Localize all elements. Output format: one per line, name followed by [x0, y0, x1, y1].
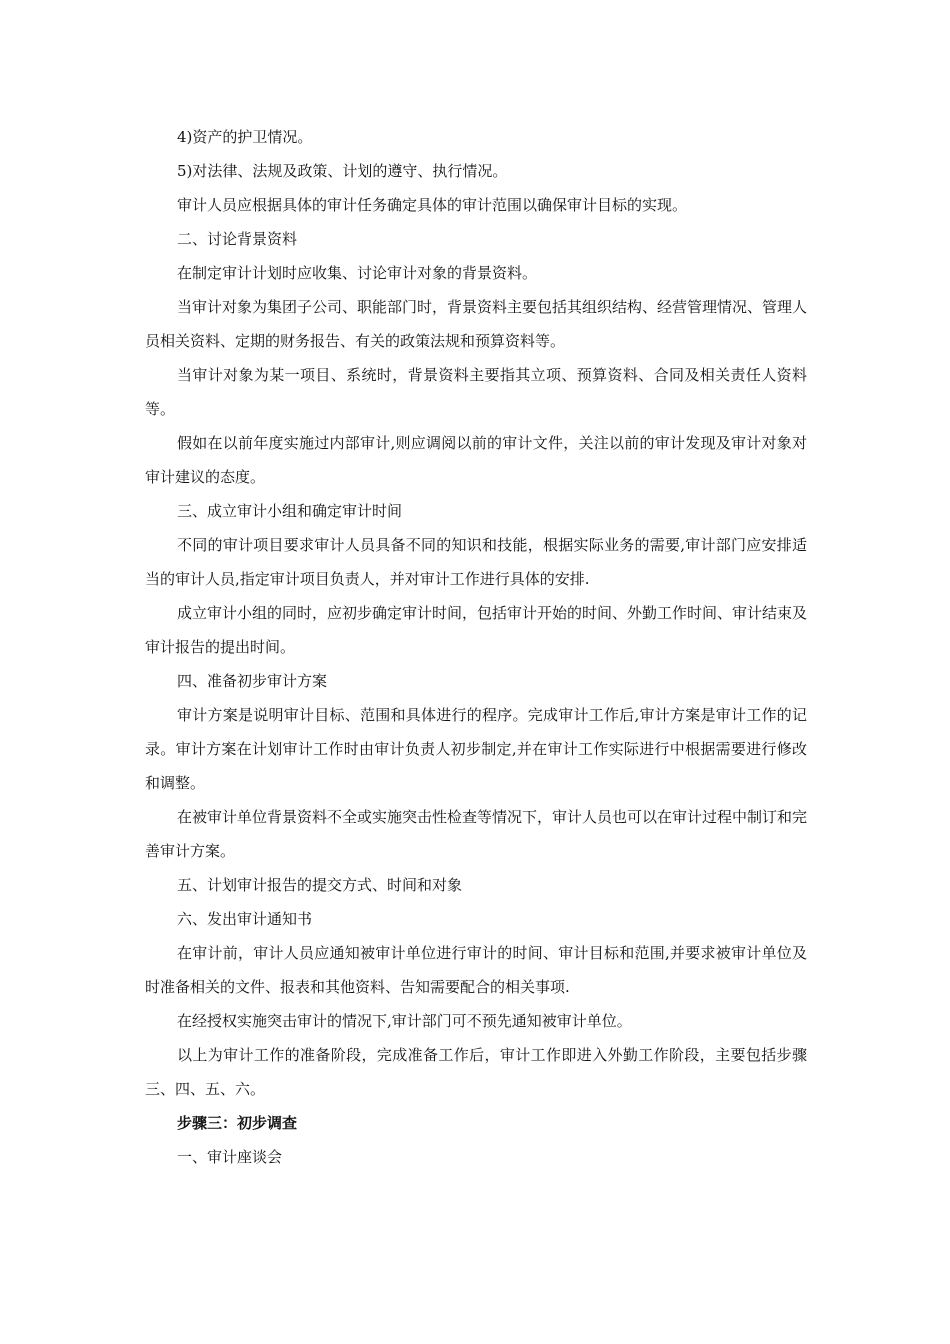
paragraph-compliance: 5)对法律、法规及政策、计划的遵守、执行情况。 — [177, 162, 508, 180]
heading-audit-team: 三、成立审计小组和确定审计时间 — [177, 502, 403, 520]
paragraph-asset-protection: 4)资产的护卫情况。 — [177, 128, 313, 146]
paragraph-team-skills: 不同的审计项目要求审计人员具备不同的知识和技能，根据实际业务的需要,审计部门应安排适当的审计人员,指定审计项目负责人，并对审计工作进行具体的安排. — [145, 536, 807, 588]
paragraph-project-background: 当审计对象为某一项目、系统时，背景资料主要指其立项、预算资料、合同及相关责任人资料等。 — [145, 366, 807, 418]
paragraph-previous-audit: 假如在以前年度实施过内部审计,则应调阅以前的审计文件，关注以前的审计发现及审计对象对审计建议的态度。 — [145, 434, 807, 486]
paragraph-subsidiary-background: 当审计对象为集团子公司、职能部门时，背景资料主要包括其组织结构、经营管理情况、管理人员相关资料、定期的财务报告、有关的政策法规和预算资料等。 — [145, 298, 808, 350]
paragraph-preparation-summary: 以上为审计工作的准备阶段，完成准备工作后，审计工作即进入外勤工作阶段，主要包括步骤三、四、五、六。 — [145, 1046, 807, 1098]
heading-audit-plan: 四、准备初步审计方案 — [177, 672, 328, 690]
paragraph-notice-content: 在审计前，审计人员应通知被审计单位进行审计的时间、审计目标和范围,并要求被审计单位及时准备相关的文件、报表和其他资料、告知需要配合的相关事项. — [145, 944, 807, 996]
paragraph-surprise-audit: 在经授权实施突击审计的情况下,审计部门可不预先通知被审计单位。 — [177, 1012, 632, 1030]
paragraph-collect-background: 在制定审计计划时应收集、讨论审计对象的背景资料。 — [177, 264, 538, 282]
paragraph-plan-refinement: 在被审计单位背景资料不全或实施突击性检查等情况下，审计人员也可以在审计过程中制订和完善审计方案。 — [145, 808, 808, 860]
heading-audit-meeting: 一、审计座谈会 — [177, 1148, 283, 1166]
paragraph-plan-definition: 审计方案是说明审计目标、范围和具体进行的程序。完成审计工作后,审计方案是审计工作的记录。审计方案在计划审计工作时由审计负责人初步制定,并在审计工作实际进行中根据需要进行修改和调整。 — [145, 706, 807, 792]
paragraph-audit-scope: 审计人员应根据具体的审计任务确定具体的审计范围以确保审计目标的实现。 — [177, 196, 688, 214]
document-body — [145, 120, 807, 1174]
heading-report-planning: 五、计划审计报告的提交方式、时间和对象 — [177, 876, 463, 894]
paragraph-audit-time: 成立审计小组的同时，应初步确定审计时间，包括审计开始的时间、外勤工作时间、审计结束及审计报告的提出时间。 — [145, 604, 808, 656]
heading-discuss-background: 二、讨论背景资料 — [177, 230, 298, 248]
heading-step-three: 步骤三：初步调查 — [177, 1114, 298, 1132]
heading-audit-notice: 六、发出审计通知书 — [177, 910, 313, 928]
